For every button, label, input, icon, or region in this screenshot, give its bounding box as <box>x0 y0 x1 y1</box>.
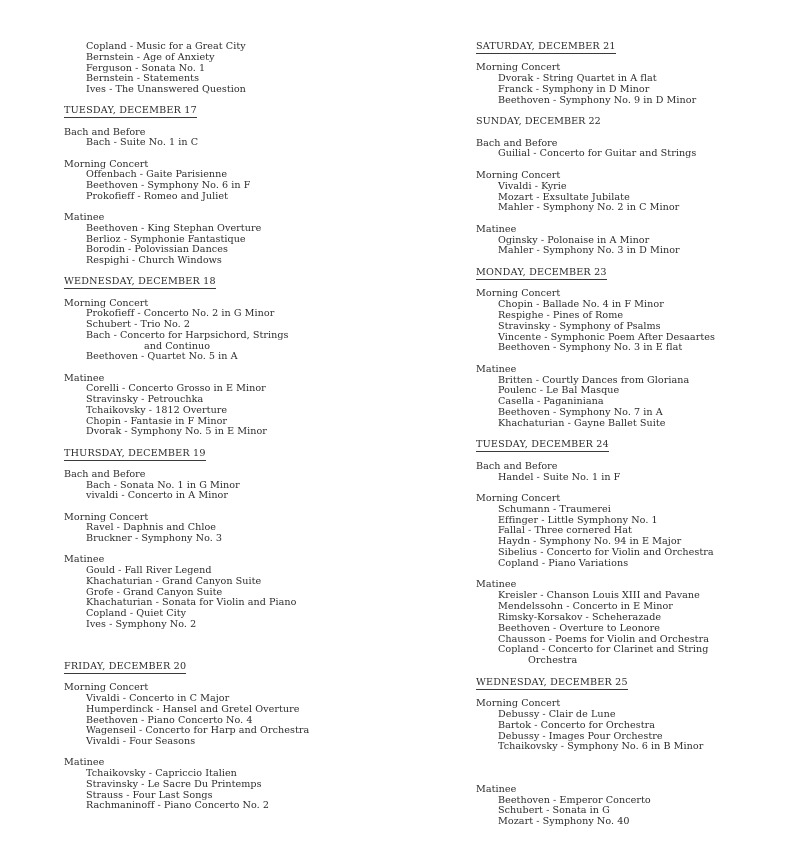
section-heading-morning-concert: Morning Concert <box>476 62 561 74</box>
section-heading-morning-concert: Morning Concert <box>64 511 149 523</box>
day-heading-friday-december-20: FRIDAY, DECEMBER 20 <box>64 661 187 672</box>
program-entry-chopin-fantasie-in-f-minor: Chopin - Fantasie in F Minor <box>86 415 228 427</box>
day-heading-monday-december-23: MONDAY, DECEMBER 23 <box>476 266 607 278</box>
program-entry-prokofieff-concerto-no-2-in-g-minor: Prokofieff - Concerto No. 2 in G Minor <box>86 308 275 320</box>
program-entry-vincente-symphonic-poem-after-desaartes: Vincente - Symphonic Poem After Desaartes <box>498 331 715 343</box>
program-entry-beethoven-quartet-no-5-in-a: Beethoven - Quartet No. 5 in A <box>86 351 238 363</box>
program-entry-rachmaninoff-piano-concerto-no-2: Rachmaninoff - Piano Concerto No. 2 <box>86 800 269 812</box>
section-heading-sunday-december-22: SUNDAY, DECEMBER 22 <box>476 116 601 128</box>
program-entry-tchaikovsky-capriccio-italien: Tchaikovsky - Capriccio Italien <box>86 768 237 779</box>
program-entry-bartok-concerto-for-orchestra: Bartok - Concerto for Orchestra <box>498 719 656 731</box>
day-heading-tuesday-december-17: TUESDAY, DECEMBER 17 <box>64 105 197 117</box>
program-entry-chopin-ballade-no-4-in-f-minor: Chopin - Ballade No. 4 in F Minor <box>498 298 664 310</box>
program-entry-stravinsky-le-sacre-du-printemps: Stravinsky - Le Sacre Du Printemps <box>86 778 262 790</box>
program-entry-mahler-symphony-no-2-in-c-minor: Mahler - Symphony No. 2 in C Minor <box>498 202 680 214</box>
section-heading-matinee: Matinee <box>476 363 517 375</box>
program-entry-schubert-sonata-in-g: Schubert - Sonata in G <box>498 805 610 817</box>
day-heading-tuesday-december-24: TUESDAY, DECEMBER 24 <box>476 439 609 451</box>
section-heading-bach-and-before: Bach and Before <box>476 137 558 149</box>
day-heading-saturday-december-21: SATURDAY, DECEMBER 21 <box>476 41 616 52</box>
program-entry-copland-piano-variations: Copland - Piano Variations <box>498 557 629 569</box>
program-entry-vivaldi-kyrie: Vivaldi - Kyrie <box>498 180 567 192</box>
program-entry-guilial-concerto-for-guitar-and-strings: Guilial - Concerto for Guitar and Strings <box>498 148 697 160</box>
program-entry-oginsky-polonaise-in-a-minor: Oginsky - Polonaise in A Minor <box>498 234 650 246</box>
program-entry-mozart-exsultate-jubilate: Mozart - Exsultate Jubilate <box>498 191 630 203</box>
program-entry-handel-suite-no-1-in-f: Handel - Suite No. 1 in F <box>498 471 621 483</box>
program-entry-beethoven-overture-to-leonore: Beethoven - Overture to Leonore <box>498 622 661 634</box>
section-heading-morning-concert: Morning Concert <box>476 697 561 709</box>
program-entry-poulenc-le-bal-masque: Poulenc - Le Bal Masque <box>498 385 620 397</box>
program-entry-mendelssohn-concerto-in-e-minor: Mendelssohn - Concerto in E Minor <box>498 601 673 612</box>
section-heading-morning-concert: Morning Concert <box>476 169 561 181</box>
program-entry-mahler-symphony-no-3-in-d-minor: Mahler - Symphony No. 3 in D Minor <box>498 245 680 257</box>
program-entry-copland-music-for-a-great-city: Copland - Music for a Great City <box>86 41 246 52</box>
program-entry-mozart-symphony-no-40: Mozart - Symphony No. 40 <box>498 816 630 828</box>
program-entry-beethoven-symphony-no-9-in-d-minor: Beethoven - Symphony No. 9 in D Minor <box>498 94 697 106</box>
program-entry-beethoven-symphony-no-3-in-e-flat: Beethoven - Symphony No. 3 in E flat <box>498 342 683 354</box>
program-entry-humperdinck-hansel-and-gretel-overture: Humperdinck - Hansel and Gretel Overture <box>86 703 300 715</box>
program-entry-copland-concerto-for-clarinet-and-string: Copland - Concerto for Clarinet and String <box>498 644 709 656</box>
program-entry-beethoven-emperor-concerto: Beethoven - Emperor Concerto <box>498 794 651 806</box>
program-entry-bruckner-symphony-no-3: Bruckner - Symphony No. 3 <box>86 533 223 544</box>
program-entry-vivaldi-concerto-in-c-major: Vivaldi - Concerto in C Major <box>86 693 230 704</box>
program-entry-haydn-symphony-no-94-in-e-major: Haydn - Symphony No. 94 in E Major <box>498 536 682 548</box>
program-entry-beethoven-symphony-no-7-in-a: Beethoven - Symphony No. 7 in A <box>498 407 663 419</box>
section-heading-morning-concert: Morning Concert <box>64 158 149 170</box>
section-heading-morning-concert: Morning Concert <box>64 297 149 309</box>
program-entry-strauss-four-last-songs: Strauss - Four Last Songs <box>86 789 213 801</box>
program-entry-respighe-pines-of-rome: Respighe - Pines of Rome <box>498 309 624 321</box>
program-entry-tchaikovsky-1812-overture: Tchaikovsky - 1812 Overture <box>86 404 228 416</box>
program-entry-beethoven-piano-concerto-no-4: Beethoven - Piano Concerto No. 4 <box>86 714 253 726</box>
program-entry-bach-sonata-no-1-in-g-minor: Bach - Sonata No. 1 in G Minor <box>86 479 240 491</box>
day-heading-wednesday-december-25: WEDNESDAY, DECEMBER 25 <box>476 676 628 688</box>
section-heading-matinee: Matinee <box>64 212 105 223</box>
program-entry-ives-the-unanswered-question: Ives - The Unanswered Question <box>86 84 246 95</box>
program-entry-ravel-daphnis-and-chloe: Ravel - Daphnis and Chloe <box>86 522 217 534</box>
program-entry-berlioz-symphonie-fantastique: Berlioz - Symphonie Fantastique <box>86 233 246 245</box>
program-entry-khachaturian-grand-canyon-suite: Khachaturian - Grand Canyon Suite <box>86 575 262 587</box>
program-entry-schubert-trio-no-2: Schubert - Trio No. 2 <box>86 319 191 330</box>
program-entry-beethoven-king-stephan-overture: Beethoven - King Stephan Overture <box>86 222 262 234</box>
section-heading-matinee: Matinee <box>476 783 517 795</box>
program-entry-orchestra: Orchestra <box>528 655 578 667</box>
program-entry-wagenseil-concerto-for-harp-and-orchestr: Wagenseil - Concerto for Harp and Orchestra <box>86 725 310 737</box>
section-heading-matinee: Matinee <box>64 372 105 384</box>
program-entry-kreisler-chanson-louis-xiii-and-pavane: Kreisler - Chanson Louis XIII and Pavane <box>498 590 700 602</box>
program-entry-beethoven-symphony-no-6-in-f: Beethoven - Symphony No. 6 in F <box>86 180 251 191</box>
section-heading-matinee: Matinee <box>476 579 517 591</box>
section-heading-morning-concert: Morning Concert <box>476 492 561 504</box>
program-entry-fallal-three-cornered-hat: Fallal - Three cornered Hat <box>498 525 632 537</box>
day-heading-thursday-december-19: THURSDAY, DECEMBER 19 <box>64 447 206 459</box>
program-entry-gould-fall-river-legend: Gould - Fall River Legend <box>86 565 212 576</box>
section-heading-matinee: Matinee <box>64 554 105 566</box>
program-entry-copland-quiet-city: Copland - Quiet City <box>86 608 187 619</box>
section-heading-bach-and-before: Bach and Before <box>64 126 146 138</box>
program-entry-corelli-concerto-grosso-in-e-minor: Corelli - Concerto Grosso in E Minor <box>86 383 266 395</box>
day-heading-wednesday-december-18: WEDNESDAY, DECEMBER 18 <box>64 276 216 288</box>
program-entry-effinger-little-symphony-no-1: Effinger - Little Symphony No. 1 <box>498 514 658 526</box>
program-entry-dvorak-symphony-no-5-in-e-minor: Dvorak - Symphony No. 5 in E Minor <box>86 426 267 438</box>
program-entry-casella-paganiniana: Casella - Paganiniana <box>498 396 604 408</box>
program-entry-respighi-church-windows: Respighi - Church Windows <box>86 255 222 266</box>
program-entry-vivaldi-concerto-in-a-minor: vivaldi - Concerto in A Minor <box>86 490 229 502</box>
program-entry-debussy-images-pour-orchestre: Debussy - Images Pour Orchestre <box>498 730 663 742</box>
section-heading-morning-concert: Morning Concert <box>64 682 149 694</box>
program-entry-stravinsky-symphony-of-psalms: Stravinsky - Symphony of Psalms <box>498 320 661 332</box>
program-entry-khachaturian-gayne-ballet-suite: Khachaturian - Gayne Ballet Suite <box>498 417 666 429</box>
program-entry-schumann-traumerei: Schumann - Traumerei <box>498 503 611 515</box>
program-entry-khachaturian-sonata-for-violin-and-piano: Khachaturian - Sonata for Violin and Piano <box>86 597 297 609</box>
program-entry-bach-concerto-for-harpsichord-strings: Bach - Concerto for Harpsichord, Strings <box>86 329 289 341</box>
section-heading-matinee: Matinee <box>476 223 517 235</box>
program-entry-sibelius-concerto-for-violin-and-orchest: Sibelius - Concerto for Violin and Orchestra <box>498 547 714 559</box>
program-entry-tchaikovsky-symphony-no-6-in-b-minor: Tchaikovsky - Symphony No. 6 in B Minor <box>498 741 704 753</box>
program-entry-franck-symphony-in-d-minor: Franck - Symphony in D Minor <box>498 84 650 96</box>
section-heading-morning-concert: Morning Concert <box>476 288 561 300</box>
section-heading-matinee: Matinee <box>64 757 105 769</box>
program-entry-chausson-poems-for-violin-and-orchestra: Chausson - Poems for Violin and Orchestra <box>498 633 709 645</box>
program-entry-prokofieff-romeo-and-juliet: Prokofieff - Romeo and Juliet <box>86 190 228 202</box>
program-entry-offenbach-gaite-parisienne: Offenbach - Gaite Parisienne <box>86 169 228 181</box>
program-entry-grofe-grand-canyon-suite: Grofe - Grand Canyon Suite <box>86 586 223 598</box>
program-entry-ferguson-sonata-no-1: Ferguson - Sonata No. 1 <box>86 62 206 74</box>
section-heading-bach-and-before: Bach and Before <box>476 460 558 472</box>
program-entry-bernstein-age-of-anxiety: Bernstein - Age of Anxiety <box>86 51 215 63</box>
program-entry-bernstein-statements: Bernstein - Statements <box>86 73 200 85</box>
program-entry-and-continuo: and Continuo <box>144 340 211 352</box>
program-entry-vivaldi-four-seasons: Vivaldi - Four Seasons <box>86 736 196 747</box>
program-entry-dvorak-string-quartet-in-a-flat: Dvorak - String Quartet in A flat <box>498 73 657 85</box>
program-entry-ives-symphony-no-2: Ives - Symphony No. 2 <box>86 618 197 630</box>
program-entry-borodin-polovissian-dances: Borodin - Polovissian Dances <box>86 244 228 256</box>
program-entry-rimsky-korsakov-scheherazade: Rimsky-Korsakov - Scheherazade <box>498 611 662 623</box>
section-heading-bach-and-before: Bach and Before <box>64 468 146 480</box>
program-entry-stravinsky-petrouchka: Stravinsky - Petrouchka <box>86 394 204 405</box>
program-entry-debussy-clair-de-lune: Debussy - Clair de Lune <box>498 708 616 720</box>
program-entry-britten-courtly-dances-from-gloriana: Britten - Courtly Dances from Gloriana <box>498 374 690 386</box>
program-entry-bach-suite-no-1-in-c: Bach - Suite No. 1 in C <box>86 137 199 149</box>
